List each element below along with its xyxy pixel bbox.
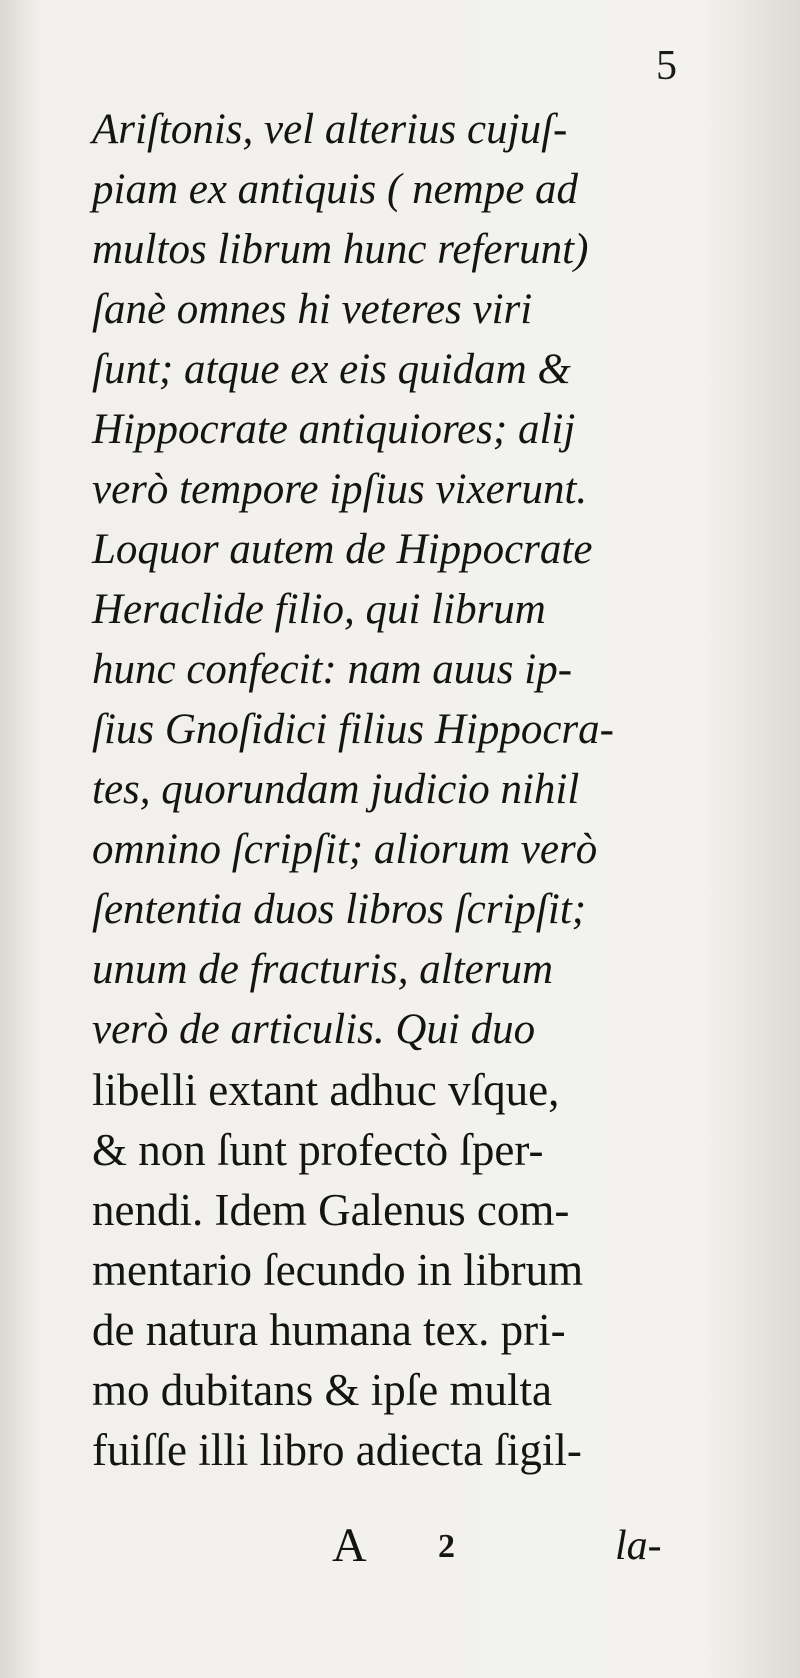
text-line: mentario ſecundo in librum — [92, 1245, 584, 1295]
text-line: ſententia duos libros ſcripſit; — [92, 886, 587, 933]
text-line: & non ſunt profectò ſper- — [92, 1125, 544, 1175]
body-text — [92, 100, 752, 1480]
text-line: ſius Gnoſidici filius Hippocra- — [92, 706, 614, 753]
text-line: piam ex antiquis ( nempe ad — [92, 166, 579, 213]
text-line: Heraclide filio, qui librum — [92, 586, 546, 633]
text-line: ſanè omnes hi veteres viri — [92, 286, 533, 333]
text-line: Loquor autem de Hippocrate — [92, 526, 593, 573]
text-line: multos librum hunc referunt) — [92, 226, 589, 273]
text-line: unum de fracturis, alterum — [92, 946, 554, 993]
catchword: la- — [615, 1523, 662, 1569]
text-line: libelli extant adhuc vſque, — [92, 1065, 560, 1115]
page-number: 5 — [656, 43, 677, 89]
text-line: hunc confecit: nam auus ip- — [92, 646, 573, 693]
text-line: Ariſtonis, vel alterius cujuſ- — [92, 106, 568, 153]
text-line: nendi. Idem Galenus com- — [92, 1185, 570, 1235]
text-line: mo dubitans & ipſe multa — [92, 1365, 552, 1415]
signature-number: 2 — [438, 1528, 455, 1565]
text-line: omnino ſcripſit; aliorum verò — [92, 826, 598, 873]
page-footer — [0, 1518, 800, 1578]
text-line: de natura humana tex. pri- — [92, 1305, 566, 1355]
text-line: ſunt; atque ex eis quidam & — [92, 346, 571, 393]
text-line: Hippocrate antiquiores; alij — [92, 406, 576, 453]
text-line: fuiſſe illi libro adiecta ſigil- — [92, 1425, 582, 1475]
text-line: tes, quorundam judicio nihil — [92, 766, 580, 813]
signature-letter: A — [332, 1519, 367, 1572]
text-line: verò de articulis. Qui duo — [92, 1006, 536, 1053]
text-line: verò tempore ipſius vixerunt. — [92, 466, 588, 513]
